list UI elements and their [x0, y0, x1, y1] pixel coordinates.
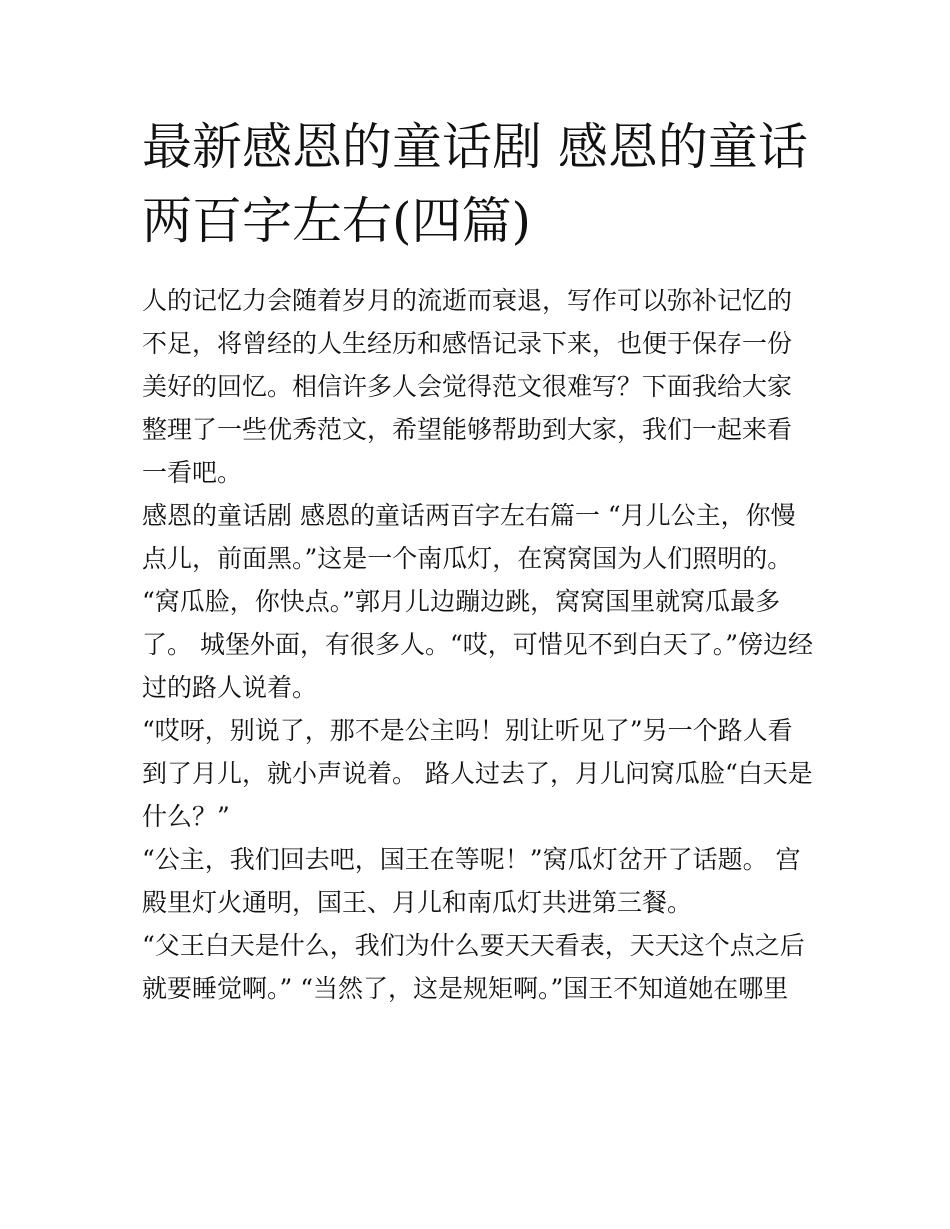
- paragraph-king: “父王白天是什么，我们为什么要天天看表，天天这个点之后就要睡觉啊。” “当然了，这是规矩啊。”国王不知道她在哪里: [142, 931, 805, 1003]
- paragraph-palace: “公主，我们回去吧，国王在等呢！”窝瓜灯岔开了话题。 宫殿里灯火通明，国王、月儿和南瓜灯共进第三餐。: [142, 845, 801, 917]
- document-title: 最新感恩的童话剧 感恩的童话两百字左右(四篇): [142, 118, 808, 250]
- paragraph-intro: 人的记忆力会随着岁月的流逝而衰退，写作可以弥补记忆的不足，将曾经的人生经历和感悟记录下来，也便于保存一份美好的回忆。相信许多人会觉得范文很难写？下面我给大家整理了一些优秀范文，希望能够帮助到大家，我们一起来看一看吧。: [142, 286, 793, 487]
- paragraph-castle: “窝瓜脸，你快点。”郭月儿边蹦边跳，窝窝国里就窝瓜最多了。 城堡外面，有很多人。“哎，可惜见不到白天了。”傍边经过的路人说着。: [142, 587, 814, 702]
- paragraph-story-start: 感恩的童话剧 感恩的童话两百字左右篇一 “月儿公主，你慢点儿，前面黑。”这是一个南瓜灯，在窝窝国为人们照明的。: [142, 501, 796, 573]
- document-body: [142, 279, 814, 1010]
- paragraph-passersby: “哎呀，别说了，那不是公主吗！别让听见了”另一个路人看到了月儿，就小声说着。 路人过去了，月儿问窝瓜脸“白天是什么？”: [142, 716, 813, 831]
